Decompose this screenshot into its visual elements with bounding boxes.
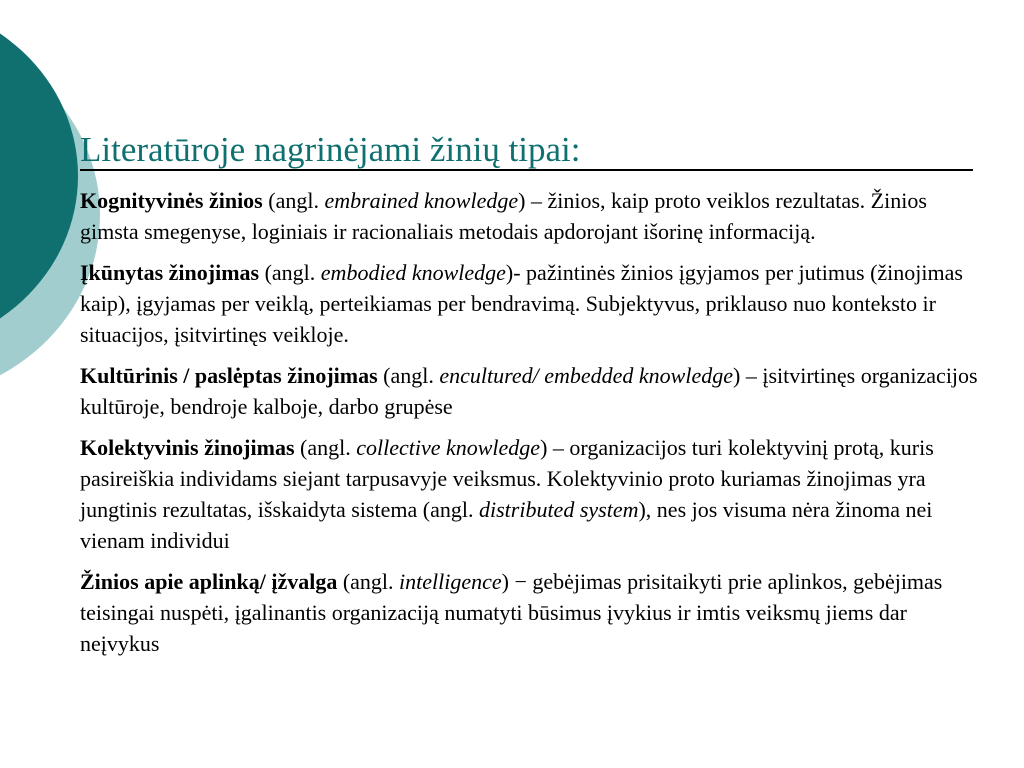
paragraph-collective-knowledge [80,432,980,556]
slide-content [80,185,980,669]
paragraph-encultured-knowledge [80,360,980,422]
text: ), nes jos visuma nėra žinoma nei vienam individui [80,497,933,553]
text: (angl. [377,363,440,388]
text: ) − gebėjimas prisitaikyti prie aplinkos, gebėjimas teisingai nuspėti, įgalinantis organizaciją numatyti būsimus įvykius ir imtis veiksmų jiems dar neįvykus [80,569,943,656]
term: Kognityvinės žinios [80,188,263,213]
english-term: embrained knowledge [324,188,519,213]
text: ) – įsitvirtinęs organizacijos kultūroje, bendroje kalboje, darbo grupėse [80,363,978,419]
text: ) – organizacijos turi kolektyvinį protą, kuris pasireiškia individams siejant tarpusavyje veiksmus. Kolektyvinio proto kuriamas žinojimas yra jungtinis rezultatas, išskaidyta sistema (angl. [80,435,934,522]
text: (angl. [259,260,321,285]
term: Kolektyvinis žinojimas [80,435,295,460]
english-term: encultured/ embedded knowledge [439,363,733,388]
text: (angl. [294,435,357,460]
paragraph-cognitive-knowledge [80,185,980,247]
text: )- pažintinės žinios įgyjamos per jutimus (žinojimas kaip), įgyjamas per veiklą, perteikiamas per bendravimą. Subjektyvus, priklauso nuo konteksto ir situacijos, įsitvirtinęs veikloje. [80,260,963,347]
english-term: intelligence [399,569,502,594]
english-term: embodied knowledge [320,260,506,285]
term: Kultūrinis / paslėptas žinojimas [80,363,378,388]
text: (angl. [262,188,325,213]
term: Įkūnytas žinojimas [80,260,260,285]
slide-title: Literatūroje nagrinėjami žinių tipai: [80,130,581,169]
english-term: collective knowledge [356,435,541,460]
title-underline [80,169,973,171]
paragraph-embodied-knowledge [80,257,980,350]
term: Žinios apie aplinką/ įžvalga [80,569,338,594]
paragraph-intelligence [80,566,980,659]
english-term: distributed system [478,497,639,522]
text: (angl. [337,569,400,594]
text: ) – žinios, kaip proto veiklos rezultatas. Žinios gimsta smegenyse, loginiais ir racionaliais metodais apdorojant išorinę informaciją. [80,188,927,244]
